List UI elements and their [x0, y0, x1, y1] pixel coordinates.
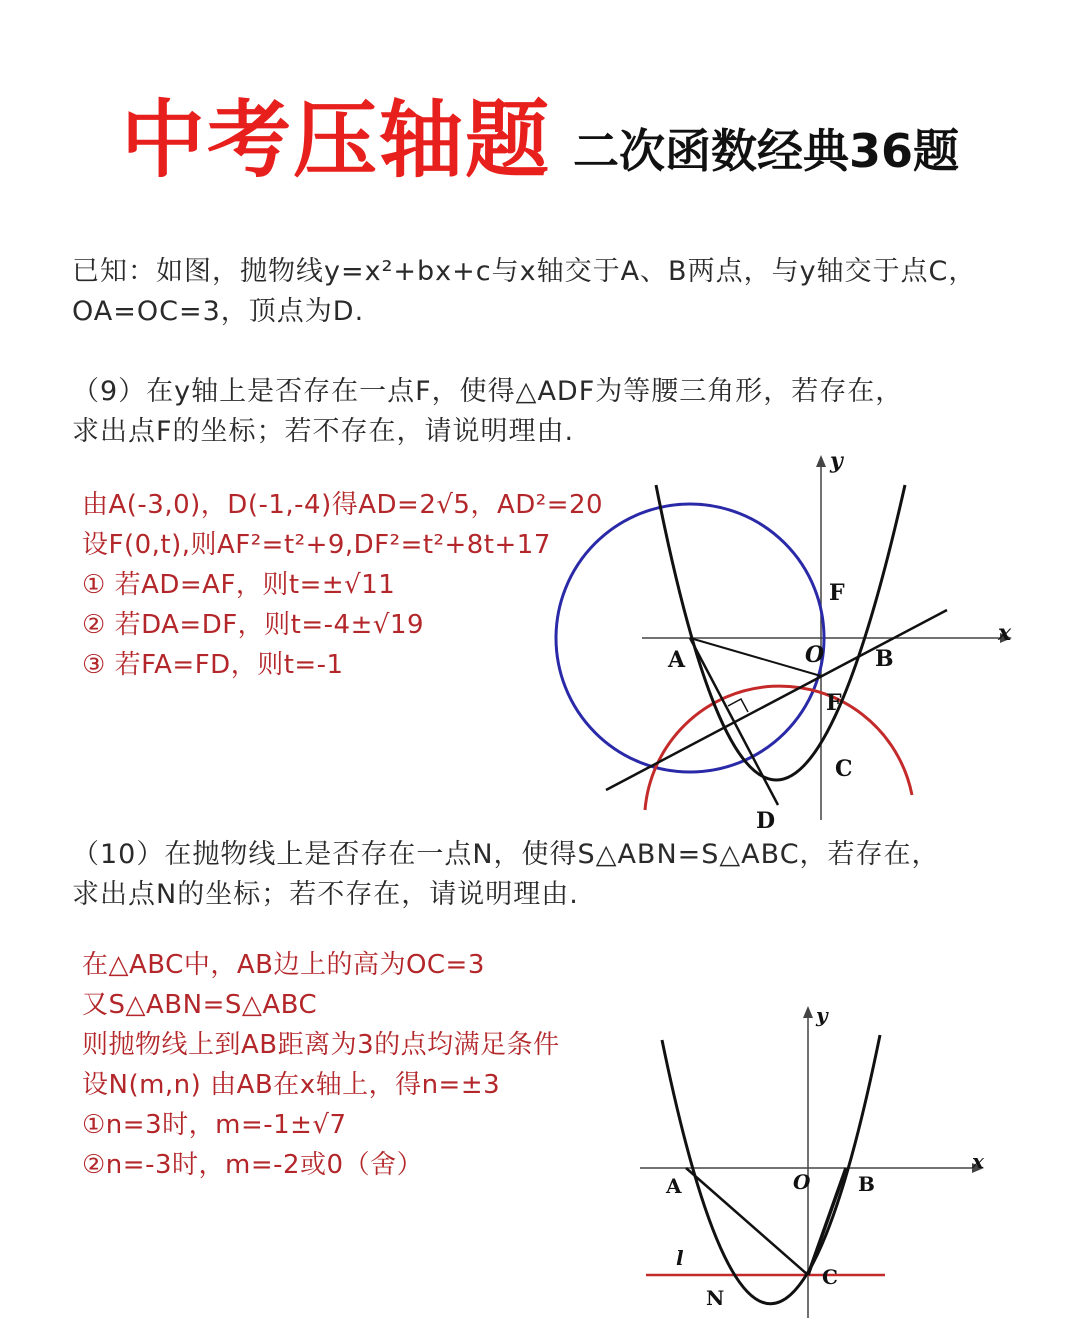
q10-solution-line: 则抛物线上到AB距离为3的点均满足条件 [82, 1030, 560, 1060]
q9-label-x: x [998, 620, 1012, 646]
q10-segment-AC [686, 1168, 808, 1275]
q9-solution-line: 设F(0,t),则AF²=t²+9,DF²=t²+8t+17 [82, 530, 551, 560]
problem-line-1: 已知：如图，抛物线y=x²+bx+c与x轴交于A、B两点，与y轴交于点C， [72, 256, 977, 287]
title-sub: 二次函数经典36题 [573, 124, 960, 178]
q10-solution-line: ①n=3时，m=-1±√7 [82, 1110, 347, 1140]
q9-label-F-lower: F [826, 690, 842, 716]
q10-y-arrow [803, 1006, 813, 1018]
q10-solution-line: 又S△ABN=S△ABC [82, 990, 318, 1020]
q10-segment-BC [808, 1168, 846, 1275]
q10-label-N: N [706, 1286, 725, 1310]
q9-label-C: C [835, 756, 853, 782]
q10-label-C: C [822, 1265, 838, 1289]
title-main: 中考压轴题 [120, 91, 551, 189]
q9-label-A: A [668, 647, 686, 673]
q10-label-x: x [972, 1149, 984, 1173]
q9-solution-line: ③ 若FA=FD，则t=-1 [82, 650, 344, 680]
q9-label-O: O [805, 642, 825, 668]
q9-label-F-upper: F [829, 580, 845, 606]
q10-label-A: A [666, 1174, 682, 1198]
q10-line-2: 求出点N的坐标；若不存在，请说明理由. [72, 879, 579, 910]
q9-label-D: D [756, 808, 776, 834]
q9-line-2: 求出点F的坐标；若不存在，请说明理由. [72, 416, 575, 447]
q9-label-y: y [830, 448, 843, 474]
q9-solution-line: ② 若DA=DF，则t=-4±√19 [82, 610, 425, 640]
q10-solution-line: 设N(m,n) 由AB在x轴上，得n=±3 [82, 1070, 501, 1100]
q10-line-1: （10）在抛物线上是否存在一点N，使得S△ABN=S△ABC，若存在， [72, 839, 940, 870]
q9-solution-line: ① 若AD=AF，则t=±√11 [82, 570, 396, 600]
problem-line-2: OA=OC=3，顶点为D. [72, 296, 365, 327]
q10-solution-line: ②n=-3时，m=-2或0（舍） [82, 1150, 424, 1180]
q10-label-B: B [858, 1172, 875, 1196]
q10-label-l: l [676, 1246, 684, 1270]
q9-label-B: B [875, 646, 894, 672]
q10-label-O: O [793, 1170, 811, 1194]
q10-label-y: y [816, 1003, 828, 1027]
q10-solution-line: 在△ABC中，AB边上的高为OC=3 [82, 950, 485, 980]
q9-line-1: （9）在y轴上是否存在一点F，使得△ADF为等腰三角形，若存在， [72, 376, 904, 407]
q9-solution-line: 由A(-3,0)，D(-1,-4)得AD=2√5，AD²=20 [82, 490, 604, 520]
